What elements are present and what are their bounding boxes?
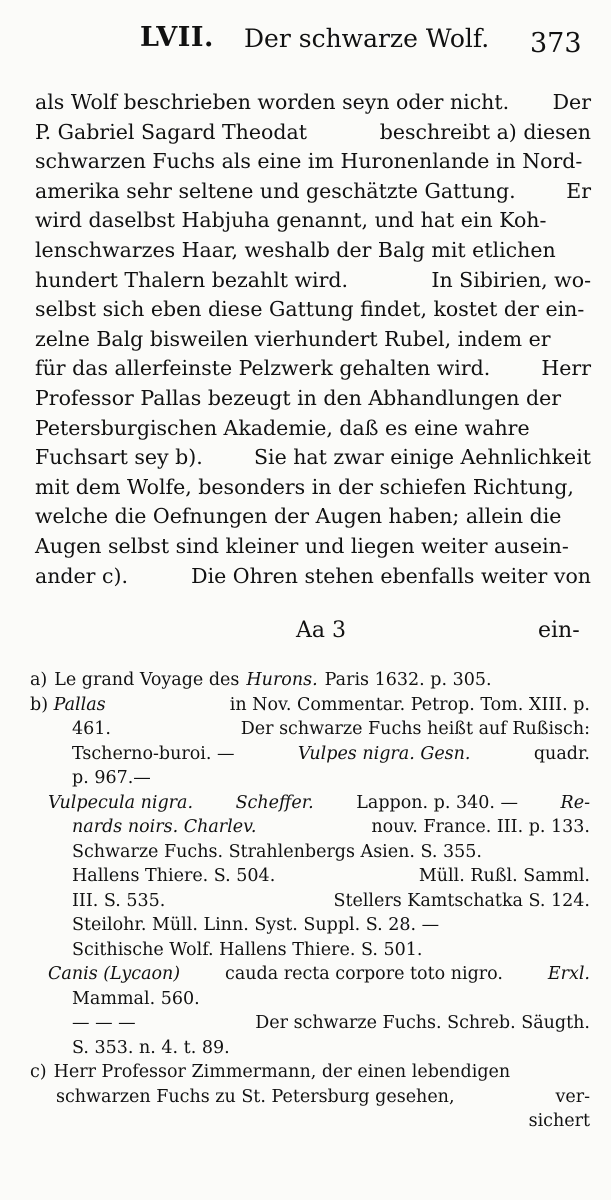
footnote-line: Steilohr. Müll. Linn. Syst. Suppl. S. 28. — [72, 915, 440, 935]
footnote-line: — — — Der schwarze Fuchs. Schreb. Säugth. [72, 1013, 590, 1033]
footnote-line: Vulpecula nigra. Scheffer. Lappon. p. 340. — Re- [48, 792, 590, 813]
running-title: Der schwarze Wolf. [244, 24, 490, 53]
footnote-line: Scithische Wolf. Hallens Thiere. S. 501. [72, 939, 423, 960]
footnote-c [30, 1060, 590, 1134]
signature-mark: Aa 3 [296, 618, 346, 643]
text-line: Augen selbst sind kleiner und liegen weiter ausein- [35, 533, 569, 558]
page-number: 373 [530, 28, 582, 59]
footnote-b [30, 693, 590, 1061]
footnote-line: S. 353. n. 4. t. 89. [72, 1037, 230, 1058]
footnote-marker: b) [30, 694, 49, 715]
text-line: schwarzen Fuchs als eine im Huronenlande in Nord- [35, 149, 583, 174]
footnote-line: Mammal. 560. [72, 988, 200, 1009]
main-text [35, 88, 591, 591]
footnote-line: p. 967.— [72, 768, 151, 788]
footnote-line: 461. Der schwarze Fuchs heißt auf Rußisch: [72, 719, 590, 739]
text-line: welche die Oefnungen der Augen haben; allein die [35, 504, 562, 529]
text-line: ander c). Die Ohren stehen ebenfalls weiter von [35, 563, 591, 588]
footnote-line: Tscherno-buroi. — Vulpes nigra. Gesn. quadr. [72, 743, 590, 764]
text-line: wird daselbst Habjuha genannt, und hat ein Koh- [35, 208, 547, 233]
footnote-marker: a) [30, 670, 48, 690]
footnote-line: schwarzen Fuchs zu St. Petersburg gesehen, ver- [56, 1086, 590, 1107]
text-line: für das allerfeinste Pelzwerk gehalten wird. Herr [35, 356, 591, 381]
running-header [0, 22, 611, 68]
footnote-line: a) Le grand Voyage des Hurons. Paris 1632. p. 305. [30, 668, 590, 693]
catchword: ein- [538, 618, 580, 643]
text-line: P. Gabriel Sagard Theodat beschreibt a) diesen [35, 119, 591, 144]
text-line: hundert Thalern bezahlt wird. In Sibirien, wo- [35, 267, 591, 292]
chapter-number: LVII. [140, 22, 214, 53]
footnote-line: b) Pallas in Nov. Commentar. Petrop. Tom. XIII. p. [30, 694, 590, 715]
text-line: Fuchsart sey b). Sie hat zwar einige Aehnlichkeit [35, 445, 591, 470]
footnote-marker: c) [30, 1062, 47, 1082]
footnote-line: Schwarze Fuchs. Strahlenbergs Asien. S. 355. [72, 841, 482, 862]
page-footer [0, 618, 611, 648]
text-line: lenschwarzes Haar, weshalb der Balg mit etlichen [35, 237, 556, 262]
footnote-line: III. S. 535. Stellers Kamtschatka S. 124. [72, 890, 590, 911]
text-line: mit dem Wolfe, besonders in der schiefen Richtung, [35, 474, 574, 499]
footnote-line: nards noirs. Charlev. nouv. France. III. p. 133. [72, 817, 590, 837]
text-line: Professor Pallas bezeugt in den Abhandlungen der [35, 385, 562, 410]
footnote-line: c) Herr Professor Zimmermann, der einen lebendigen [30, 1060, 590, 1085]
text-line: Petersburgischen Akademie, daß es eine wahre [35, 415, 530, 440]
text-line: selbst sich eben diese Gattung findet, kostet der ein- [35, 297, 585, 322]
text-line: als Wolf beschrieben worden seyn oder nicht. Der [35, 90, 591, 114]
footnote-line: Hallens Thiere. S. 504. Müll. Rußl. Samml. [72, 866, 590, 886]
footnote-a [30, 668, 590, 693]
text-line: zelne Balg bisweilen vierhundert Rubel, indem er [35, 326, 551, 351]
footnote-line: Canis (Lycaon) cauda recta corpore toto nigro. Erxl. [48, 964, 590, 984]
footnote-line: sichert [528, 1111, 590, 1131]
text-line: amerika sehr seltene und geschätzte Gattung. Er [35, 178, 591, 203]
footnotes [30, 668, 590, 1134]
